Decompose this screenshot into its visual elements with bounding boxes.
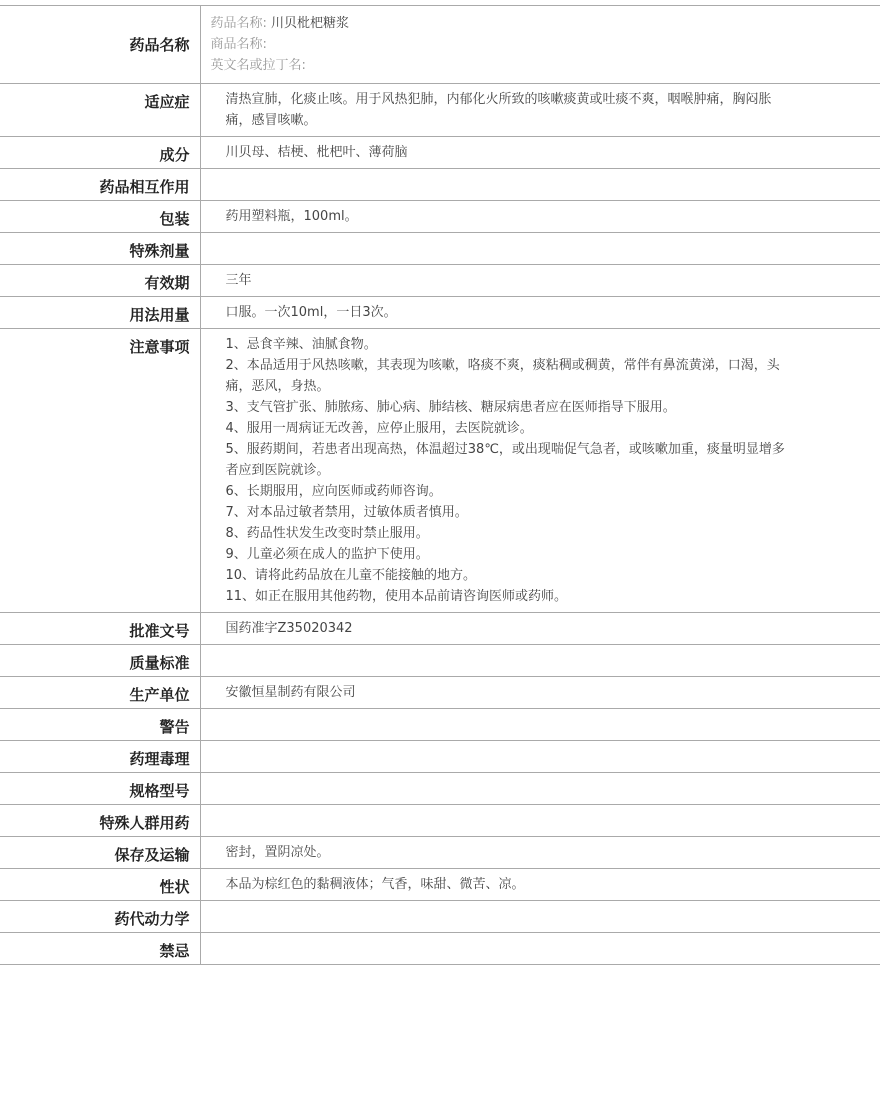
row-label: 药代动力学: [0, 901, 200, 933]
row-value: 安徽恒星制药有限公司: [200, 677, 880, 709]
row-value: 清热宣肺，化痰止咳。用于风热犯肺，内郁化火所致的咳嗽痰黄或吐痰不爽，咽喉肿痛，胸闷胀痛，感冒咳嗽。: [200, 84, 880, 137]
row-label: 保存及运输: [0, 837, 200, 869]
row-value: [200, 901, 880, 933]
note-item: 10、请将此药品放在儿童不能接触的地方。: [225, 568, 477, 583]
drug-info-table: [0, 5, 880, 965]
row-label: 用法用量: [0, 297, 200, 329]
row-warning: [0, 709, 880, 741]
row-label: 质量标准: [0, 645, 200, 677]
note-item: 4、服用一周病证无改善，应停止服用，去医院就诊。: [225, 421, 533, 436]
row-contraindications: [0, 933, 880, 965]
row-label: 注意事项: [0, 329, 200, 613]
notes-cell: [200, 329, 880, 613]
row-value: 川贝母、桔梗、枇杷叶、薄荷脑: [200, 137, 880, 169]
row-expiry: [0, 265, 880, 297]
row-label: 特殊人群用药: [0, 805, 200, 837]
drug-name-value: 川贝枇杷糖浆: [271, 16, 350, 31]
note-item: 11、如正在服用其他药物，使用本品前请咨询医师或药师。: [225, 589, 568, 604]
row-appearance: [0, 869, 880, 901]
note-item: 7、对本品过敏者禁用，过敏体质者慎用。: [225, 505, 468, 520]
row-label: 生产单位: [0, 677, 200, 709]
row-drug-name: [0, 6, 880, 84]
row-special-groups: [0, 805, 880, 837]
row-label: 特殊剂量: [0, 233, 200, 265]
row-value: 国药准字Z35020342: [200, 613, 880, 645]
row-label: 性状: [0, 869, 200, 901]
row-package: [0, 201, 880, 233]
note-item: 9、儿童必须在成人的监护下使用。: [225, 547, 429, 562]
note-item: 5、服药期间，若患者出现高热，体温超过38℃，或出现喘促气急者，或咳嗽加重，痰量明显增多者应到医院就诊。: [225, 442, 785, 478]
row-indications: [0, 84, 880, 137]
row-value: [200, 741, 880, 773]
row-value: [200, 709, 880, 741]
row-dosage: [0, 297, 880, 329]
row-interactions: [0, 169, 880, 201]
row-special-dose: [0, 233, 880, 265]
row-value: [200, 933, 880, 965]
row-label: 禁忌: [0, 933, 200, 965]
row-label: 药品相互作用: [0, 169, 200, 201]
row-label: 批准文号: [0, 613, 200, 645]
row-quality: [0, 645, 880, 677]
row-label: 适应症: [0, 84, 200, 137]
trade-name-key: 商品名称:: [210, 37, 267, 52]
row-value: [200, 233, 880, 265]
row-value: 药用塑料瓶，100ml。: [200, 201, 880, 233]
note-item: 1、忌食辛辣、油腻食物。: [225, 337, 377, 352]
latin-name-key: 英文名或拉丁名:: [210, 58, 306, 73]
row-notes: [0, 329, 880, 613]
trade-name-line: [211, 34, 871, 55]
row-label: 药理毒理: [0, 741, 200, 773]
row-value: 本品为棕红色的黏稠液体；气香，味甜、微苦、凉。: [200, 869, 880, 901]
note-item: 2、本品适用于风热咳嗽，其表现为咳嗽，咯痰不爽，痰粘稠或稠黄，常伴有鼻流黄涕，口渴，头痛，恶风，身热。: [225, 358, 780, 394]
row-label: 警告: [0, 709, 200, 741]
row-toxicology: [0, 741, 880, 773]
row-value: [200, 805, 880, 837]
row-ingredients: [0, 137, 880, 169]
row-value: [200, 773, 880, 805]
note-item: 6、长期服用，应向医师或药师咨询。: [225, 484, 442, 499]
row-label: 药品名称: [0, 6, 200, 84]
row-manufacturer: [0, 677, 880, 709]
row-label: 包装: [0, 201, 200, 233]
drug-name-key: 药品名称:: [210, 16, 267, 31]
row-storage: [0, 837, 880, 869]
row-spec: [0, 773, 880, 805]
row-value: 三年: [200, 265, 880, 297]
row-approval: [0, 613, 880, 645]
drug-name-line: [211, 13, 871, 34]
latin-name-line: [211, 55, 871, 76]
row-label: 规格型号: [0, 773, 200, 805]
row-value: [200, 169, 880, 201]
row-pharmacokinetics: [0, 901, 880, 933]
row-label: 成分: [0, 137, 200, 169]
row-value: [200, 645, 880, 677]
note-item: 3、支气管扩张、肺脓疡、肺心病、肺结核、糖尿病患者应在医师指导下服用。: [225, 400, 676, 415]
note-item: 8、药品性状发生改变时禁止服用。: [225, 526, 429, 541]
name-cell: [200, 6, 880, 84]
row-label: 有效期: [0, 265, 200, 297]
row-value: 密封，置阴凉处。: [200, 837, 880, 869]
row-value: 口服。一次10ml，一日3次。: [200, 297, 880, 329]
